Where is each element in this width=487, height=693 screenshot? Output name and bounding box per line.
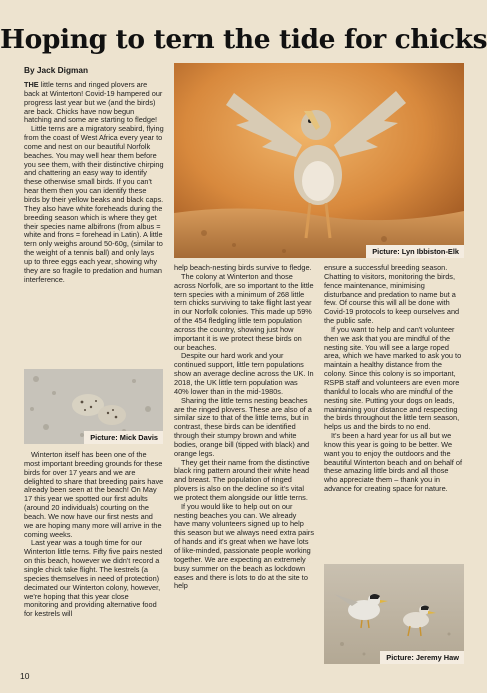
tern-photo — [324, 564, 464, 664]
chick-photo — [174, 63, 464, 258]
chick-image — [174, 63, 464, 258]
tern-photo-caption: Picture: Jeremy Haw — [380, 651, 464, 664]
col3-paragraph-3: It's been a hard year for us all but we know this year is going to be better. We want you to enjoy the outdoors and the beautiful Winterton beach and on behalf of these amazing little birds and all those who appreciate them – thank you in advance for creating space for nature. — [324, 431, 462, 494]
col1-paragraph-2: Little terns are a migratory seabird, flying from the coast of West Africa every year to come and nest on our beautiful Norfolk beaches. You may well hear them before you see them, with their distinctive chirping and chattering an easy way to identify these otherwise small birds. If you can't hear them then you can identify these birds by their yellow beaks and black caps. They also have white foreheads during the breeding season which is where they get their species name albifrons (from albus = white and frons = forehead in Latin). A little tern only weighs around 50-60g, (similar to the weight of a tennis ball) and only lays up to three eggs each year, showing why they are so fragile to predation and human interference. — [24, 124, 164, 284]
dropcap: THE — [24, 80, 39, 89]
col2-paragraph-4: Sharing the little terns nesting beaches are the ringed plovers. These are also of a similar size to that of the little terns, but in contrast, these birds can be identified through their stumpy brown and white bodies, orange bill (tipped with black) and orange legs. — [174, 395, 312, 458]
col1-paragraph-1: THE little terns and ringed plovers are back at Winterton! Covid-19 hampered our progress last year but we (and the birds) are back. Chicks have now begun hatching and some are starting to fledge! — [24, 80, 163, 125]
egg-photo-caption: Picture: Mick Davis — [84, 431, 163, 444]
egg-photo — [24, 369, 163, 444]
col2-paragraph-6: If you would like to help out on our nesting beaches you can. We already have many volunteers signed up to help this season but we always need extra pairs of hands and it's great when we have lots of like-minded, passionate people working together. We are expecting an extremely busy summer on the beach as lockdown eases and there is lots to do at the site to help — [174, 501, 315, 591]
main-photo-caption: Picture: Lyn Ibbiston-Elk — [366, 245, 464, 258]
tern-image — [324, 564, 464, 664]
col2-paragraph-5: They get their name from the distinctive black ring pattern around their white head and breast. The population of ringed plovers is also on the decline so it's vital we protect them alongside our little terns. — [174, 457, 310, 502]
page-number: 10 — [20, 671, 30, 681]
col1-paragraph-3: Winterton itself has been one of the most important breeding grounds for these birds for over 17 years and we are delighted to share that breeding pairs have already been seen at the beach! On May 17 this year we spotted our first adults (around 20 individuals) courting on the beach. We now have our first nests and we are hoping many more will arrive in the coming weeks. — [24, 450, 164, 539]
col3-paragraph-2: If you want to help and can't volunteer then we ask that you are mindful of the nesting site. You will see a large roped area, which we have marked to ask you to maintain a healthy distance from the colony. Since this colony is so important, RSPB staff and volunteers are even more thankful to locals who are mindful of the nesting site. Putting your dogs on leads, maintaining your distance and respecting the birds throughout the little tern season, helps us and the birds to no end. — [324, 324, 462, 432]
col3-paragraph-1: ensure a successful breeding season. Chatting to visitors, monitoring the birds, fence maintenance, minimising disturbance and predation to name but a few. Of course this will all be done with Covid-19 protocols to keep ourselves and the public safe. — [324, 263, 460, 326]
article-title: Hoping to tern the tide for chicks — [0, 24, 487, 55]
column-1 — [24, 81, 164, 284]
col2-paragraph-2: The colony at Winterton and those across Norfolk, are so important to the little tern species with a minimum of 268 little tern chicks surviving to take flight last year in our Norfolk colonies. This made up 59% of the 454 fledgling little tern population across the country, showing just how important it is we protect these birds on our beaches. — [174, 271, 314, 352]
col1-paragraph-4: Last year was a tough time for our Winterton little terns. Fifty five pairs nested on this beach, however we didn't record a single chick take flight. The kestrels (a species themselves in need of protection) decimated our Winterton colony, however, we're hoping that this year close monitoring and providing alternative food for kestrels will — [24, 538, 163, 619]
column-2 — [174, 264, 314, 591]
column-1-continued — [24, 451, 164, 619]
byline: By Jack Digman — [24, 65, 89, 75]
col2-paragraph-1: help beach-nesting birds survive to fledge. — [174, 263, 312, 272]
col2-paragraph-3: Despite our hard work and your continued support, little tern populations show an average decline across the UK. In 2018, the UK little tern population was 40% lower than in the mid-1980s. — [174, 351, 314, 396]
column-3 — [324, 264, 464, 494]
